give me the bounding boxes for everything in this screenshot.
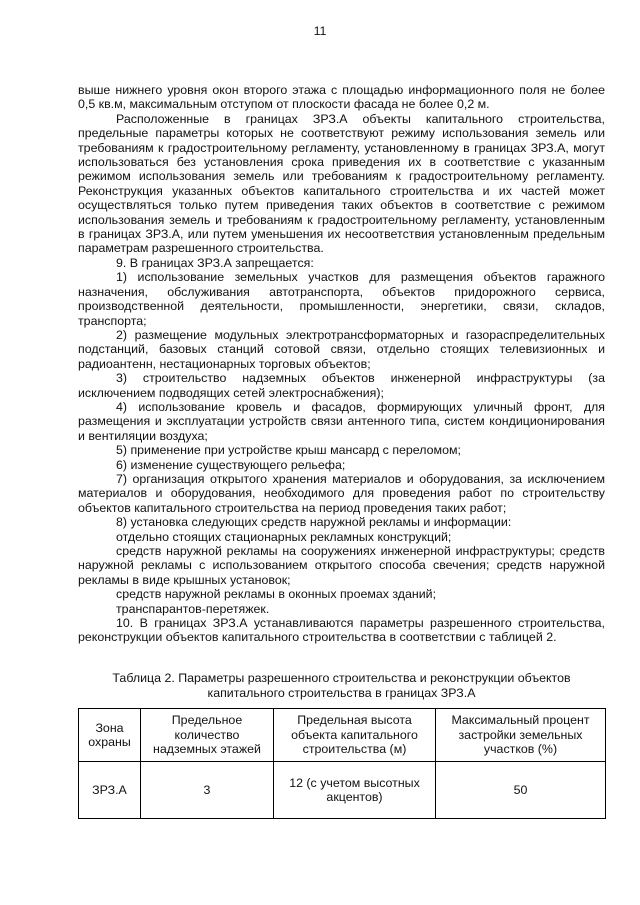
table-header-cell: Зона охраны xyxy=(79,709,141,762)
table-cell: ЗРЗ.А xyxy=(79,762,141,819)
parameters-table xyxy=(78,708,606,819)
paragraph: 9. В границах ЗРЗ.А запрещается: xyxy=(116,255,314,270)
paragraph: 1) использование земельных участков для размещения объектов гаражного назначения, обслуживания автотранспорта, объектов придорожного сервиса, производственной деятельности, промышленности, энергетики, связи, складов, транспорта; xyxy=(78,270,605,328)
document-body xyxy=(78,83,605,645)
table-header-row xyxy=(79,709,606,762)
table-row xyxy=(79,762,606,819)
paragraph: выше нижнего уровня окон второго этажа с площадью информационного поля не более 0,5 кв.м, максимальным отступом от плоскости фасада не более 0,2 м. xyxy=(78,83,605,112)
paragraph: 5) применение при устройстве крыш мансард с переломом; xyxy=(116,443,461,458)
paragraph: 3) строительство надземных объектов инженерной инфраструктуры (за исключением подводящих сетей электроснабжения); xyxy=(78,371,605,400)
paragraph: 8) установка следующих средств наружной рекламы и информации: xyxy=(116,515,512,530)
table-header-cell: Предельное количество надземных этажей xyxy=(141,709,274,762)
table-cell: 12 (с учетом высотных акцентов) xyxy=(274,762,436,819)
table-cell: 50 xyxy=(436,762,606,819)
paragraph: отдельно стоящих стационарных рекламных конструкций; xyxy=(116,529,452,544)
paragraph: 2) размещение модульных электротрансформаторных и газораспределительных подстанций, базовых станций сотовой связи, отдельно стоящих телевизионных и радиоантенн, нестационарных торговых объектов; xyxy=(78,327,605,371)
paragraph: 10. В границах ЗРЗ.А устанавливаются параметры разрешенного строительства, реконструкции объектов капитального строительства в соответствии с таблицей 2. xyxy=(78,616,605,645)
paragraph: Расположенные в границах ЗРЗ.А объекты капитального строительства, предельные параметры которых не соответствуют режиму использования земель или требованиям к градостроительному регламенту, установленному в границах ЗРЗ.А, могут использоваться без установления срока приведения их в соответствие с указанным режимом использования земель или требованиям к градостроительному регламенту. Реконструкция указанных объектов капитального строительства и их частей может осуществляться только путем приведения таких объектов в соответствие с режимом использования земель и требованиям к градостроительному регламенту, установленным в границах ЗРЗ.А, или путем уменьшения их несоответствия установленным предельным параметрам разрешенного строительства. xyxy=(78,111,605,256)
table-caption: Таблица 2. Параметры разрешенного строительства и реконструкции объектов капитального строительства в границах ЗРЗ.А xyxy=(112,671,571,700)
table-header-cell: Предельная высота объекта капитального строительства (м) xyxy=(274,709,436,762)
paragraph: транспарантов-перетяжек. xyxy=(116,601,270,616)
paragraph: 6) изменение существующего рельефа; xyxy=(116,457,346,472)
paragraph: средств наружной рекламы в оконных проемах зданий; xyxy=(116,587,437,602)
paragraph: средств наружной рекламы на сооружениях инженерной инфраструктуры; средств наружной рекламы с использованием открытого способа свечения; средств наружной рекламы в виде крышных установок; xyxy=(78,544,605,587)
paragraph: 7) организация открытого хранения материалов и оборудования, за исключением материалов и оборудования, необходимого для проведения работ по строительству объектов капитального строительства на период проведения таких работ; xyxy=(78,471,605,515)
page-number: 11 xyxy=(313,24,327,38)
paragraph: 4) использование кровель и фасадов, формирующих уличный фронт, для размещения и эксплуатации устройств связи антенного типа, систем кондиционирования и вентиляции воздуха; xyxy=(78,399,605,443)
table-header-cell: Максимальный процент застройки земельных участков (%) xyxy=(436,709,606,762)
table-cell: 3 xyxy=(141,762,274,819)
